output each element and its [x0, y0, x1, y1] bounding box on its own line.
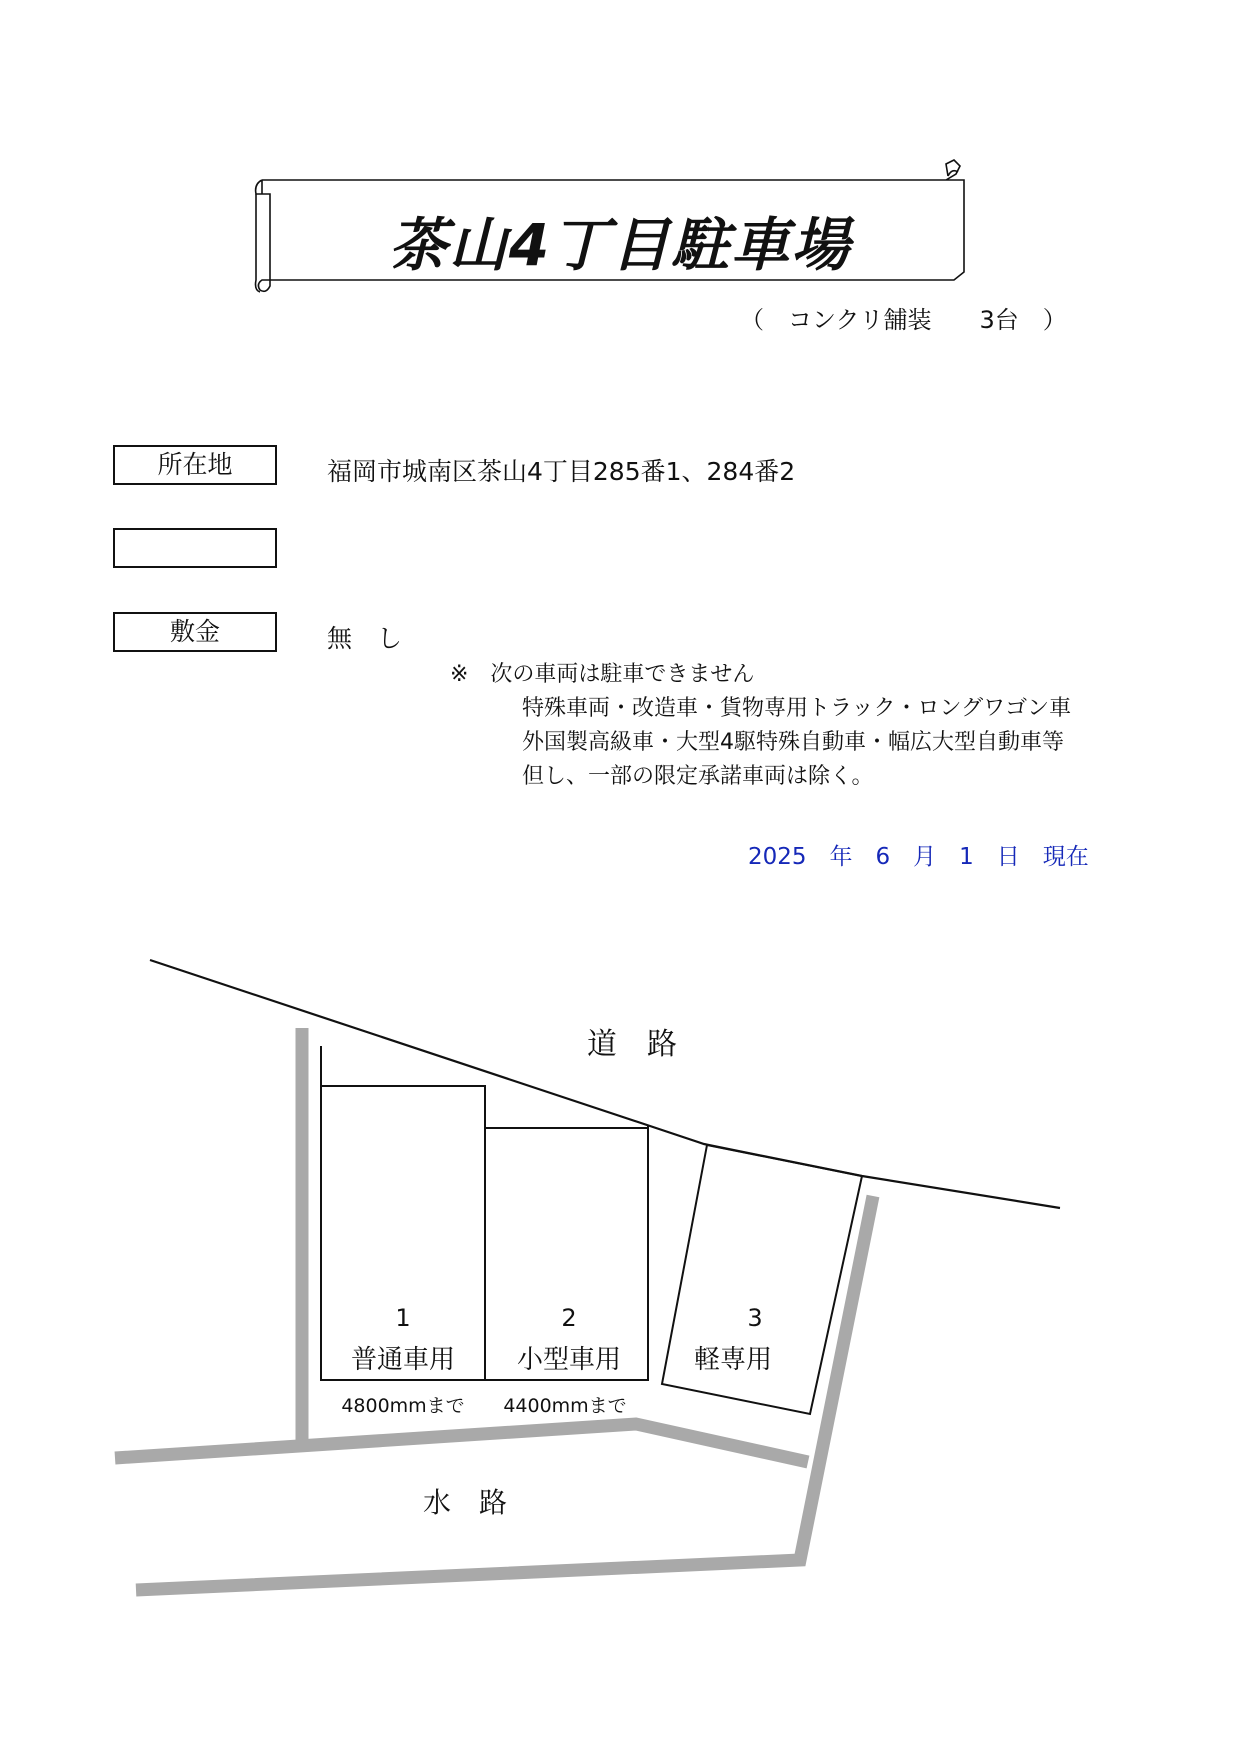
space-length-limit: 4800mmまで: [341, 1395, 465, 1417]
road-label: 道 路: [587, 1027, 677, 1062]
restriction-line: 但し、一部の限定承諾車両は除く。: [522, 764, 874, 789]
location-label-box: 所在地: [113, 445, 277, 485]
parking-space-2: [485, 1128, 648, 1380]
space-length-limit: 4400mmまで: [503, 1395, 627, 1417]
space-number: 2: [561, 1304, 577, 1332]
waterway-label: 水 路: [422, 1486, 508, 1519]
road-edge-line: [150, 960, 1060, 1208]
restriction-line: 外国製高級車・大型4駆特殊自動車・幅広大型自動車等: [522, 730, 1064, 755]
right-wall: [136, 1196, 873, 1590]
space-number: 3: [747, 1304, 763, 1332]
space-type: 普通車用: [350, 1345, 456, 1375]
location-value: 福岡市城南区茶山4丁目285番1、284番2: [327, 457, 796, 486]
waterway-upper-wall: [115, 1424, 808, 1462]
page-title: 茶山4丁目駐車場: [388, 211, 852, 279]
space-type: 小型車用: [516, 1345, 622, 1375]
as-of-date: 2025 年 6 月 1 日 現在: [748, 844, 1089, 870]
deposit-label-box: 敷金: [113, 612, 277, 652]
parking-space-1: [321, 1086, 485, 1380]
space-number: 1: [395, 1304, 411, 1332]
restriction-heading: ※ 次の車両は駐車できません: [450, 662, 755, 687]
space-type: 軽専用: [693, 1345, 773, 1375]
pavement-capacity-note: （ コンクリ舗装 3台 ）: [740, 306, 1067, 334]
deposit-value: 無 し: [327, 624, 403, 653]
restriction-line: 特殊車両・改造車・貨物専用トラック・ロングワゴン車: [522, 696, 1072, 721]
